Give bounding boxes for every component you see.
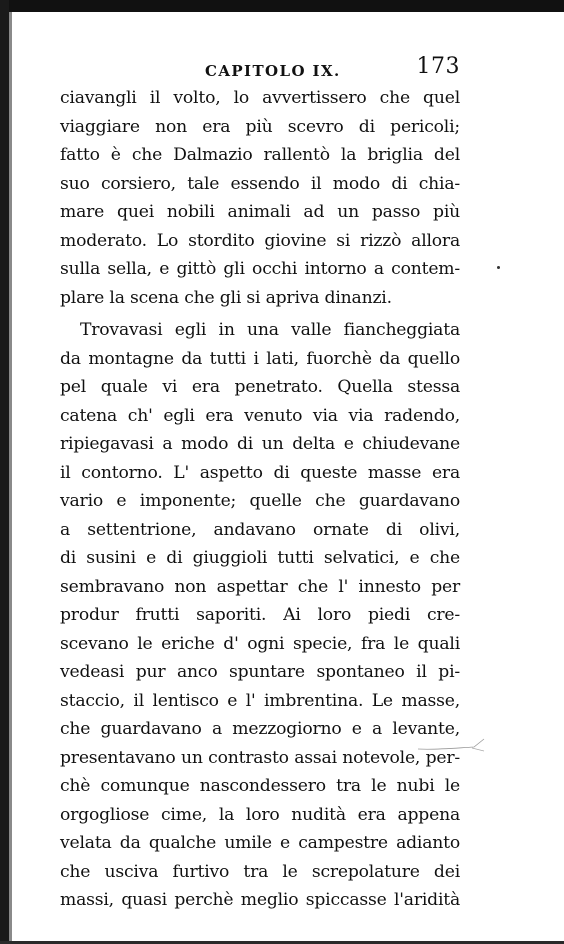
ink-speck (497, 266, 500, 269)
text-line: pel quale vi era penetrato. Quella stessa (60, 377, 460, 397)
text-line: ripiegavasi a modo di un delta e chiudevane (60, 434, 460, 454)
text-line: che guardavano a mezzogiorno e a levante, (60, 719, 460, 739)
text-line: ciavangli il volto, lo avvertissero che quel (60, 88, 460, 108)
text-line: massi, quasi perchè meglio spiccasse l'aridità (60, 890, 460, 910)
text-line: mare quei nobili animali ad un passo più (60, 202, 460, 222)
page-number: 173 (416, 54, 460, 79)
text-line: catena ch' egli era venuto via via radendo, (60, 405, 460, 426)
text-line: da montagne da tutti i lati, fuorchè da quello (60, 348, 460, 369)
running-head: CAPITOLO IX. (205, 62, 341, 80)
scan-left-border (0, 0, 9, 944)
text-line: suo corsiero, tale essendo il modo di chia- (60, 173, 460, 194)
page-header (60, 56, 460, 86)
text-line: vedeasi pur anco spuntare spontaneo il pi- (60, 662, 460, 682)
text-line: vario e imponente; quelle che guardavano (60, 491, 460, 511)
text-line: sembravano non aspettar che l' innesto per (60, 576, 460, 597)
body-text (60, 84, 460, 915)
text-line: velata da qualche umile e campestre adianto (60, 833, 460, 853)
text-line: chè comunque nascondessero tra le nubi le (60, 776, 460, 796)
text-line: presentavano un contrasto assai notevole, per- (60, 747, 460, 768)
text-line: a settentrione, andavano ornate di olivi, (60, 519, 460, 540)
text-line: il contorno. L' aspetto di queste masse era (60, 462, 460, 483)
text-line: sulla sella, e gittò gli occhi intorno a contem- (60, 259, 460, 279)
text-line: Trovavasi egli in una valle fiancheggiata (80, 320, 460, 340)
scan-left-shadow (9, 12, 12, 944)
text-line: fatto è che Dalmazio rallentò la briglia del (60, 145, 460, 165)
text-line: plare la scena che gli si apriva dinanzi. (60, 287, 392, 308)
text-line: che usciva furtivo tra le screpolature dei (60, 861, 460, 882)
text-line: moderato. Lo stordito giovine si rizzò allora (60, 230, 460, 251)
text-line: viaggiare non era più scevro di pericoli; (60, 116, 460, 137)
scan-top-border (0, 0, 564, 12)
paragraph-2 (60, 316, 460, 915)
paragraph-1 (60, 84, 460, 312)
text-line: produr frutti saporiti. Ai loro piedi cre- (60, 605, 460, 625)
text-line: staccio, il lentisco e l' imbrentina. Le masse, (60, 690, 460, 711)
text-line: orgogliose cime, la loro nudità era appena (60, 804, 460, 825)
text-line: di susini e di giuggioli tutti selvatici, e che (60, 548, 460, 568)
text-line: scevano le eriche d' ogni specie, fra le quali (60, 633, 460, 654)
pencil-stroke-mark (416, 735, 486, 753)
